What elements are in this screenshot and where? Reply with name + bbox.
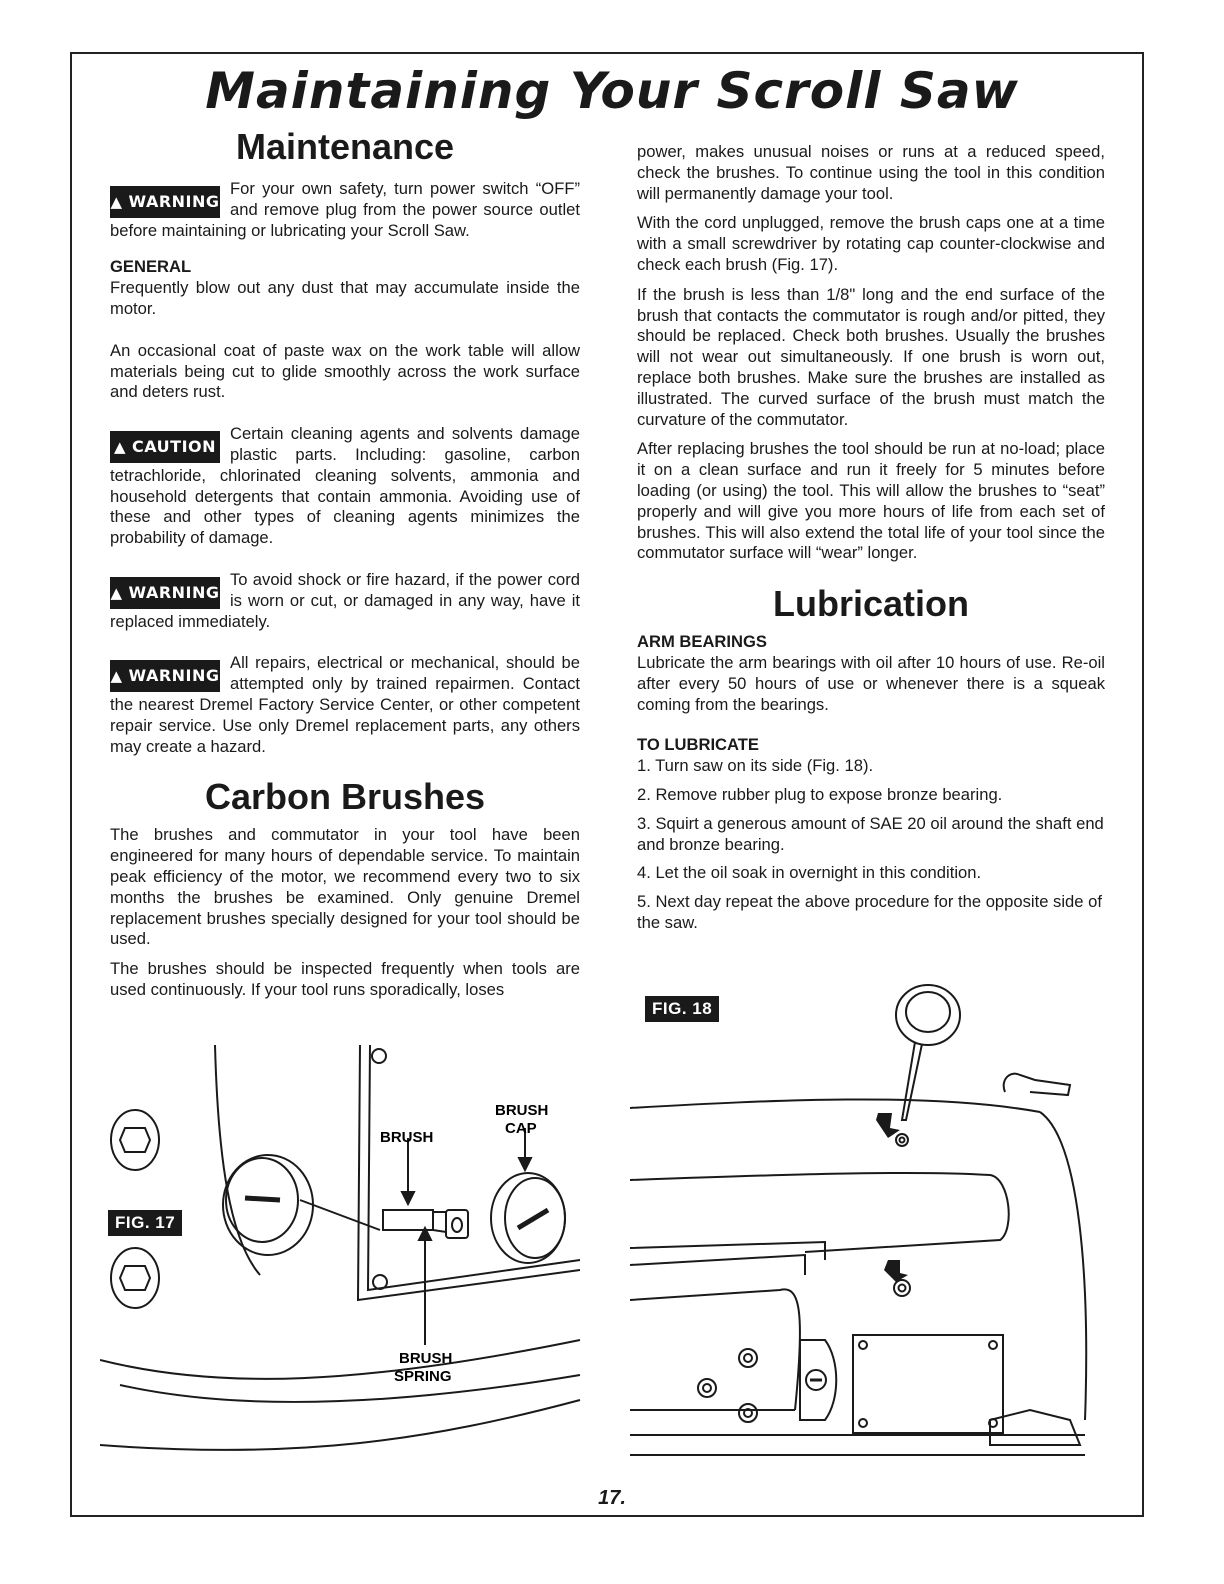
left-column [110,125,580,1001]
fig17-brush-label: BRUSH [380,1129,434,1146]
warning-badge: ▲ WARNING [110,186,220,218]
warning-text: To avoid shock or fire hazard, if the power cord is worn or cut, or damaged in any way, have it replaced immediately. [110,569,580,631]
list-item: 5. Next day repeat the above procedure for the opposite side of the saw. [637,892,1102,932]
list-item: 1. Turn saw on its side (Fig. 18). [637,756,874,776]
warning-badge: ▲ WARNING [110,577,220,609]
list-item: 4. Let the oil soak in overnight in this condition. [637,863,982,883]
warning-text: All repairs, electrical or mechanical, should be attempted only by trained repairmen. Contact the nearest Dremel Factory Service Center, or other competent repair service. Use only Dremel replacement parts, any others may create a hazard. [110,653,580,756]
to-lubricate-heading: TO LUBRICATE [637,735,759,755]
caution-badge: ▲ CAUTION [110,431,220,463]
arm-bearings-heading: ARM BEARINGS [637,632,767,652]
brushes-paragraph: power, makes unusual noises or runs at a reduced speed, check the brushes. To continue using the tool in this condition will permanently damage your tool. [637,142,1105,203]
brushes-paragraph: The brushes and commutator in your tool have been engineered for many hours of dependable service. To maintain peak efficiency of the motor, we recommend every two to six months the brushes be examined. Only genuine Dremel replacement brushes specially designed for your tool should be used. [110,825,580,949]
warning-notice-repairs [110,653,580,757]
general-heading: GENERAL [110,257,192,277]
maintenance-heading: Maintenance [235,126,455,167]
fig18-illustration [630,980,1090,1470]
carbon-brushes-heading: Carbon Brushes [204,776,486,818]
lubrication-heading: Lubrication [773,583,969,625]
fig17-label: FIG. 17 [108,1210,182,1236]
brushes-paragraph: If the brush is less than 1/8" long and the end surface of the brush that contacts the commutator is rough and/or pitted, they should be replaced. Check both brushes. Usually the brushes will not wear out simultaneously. If one brush is worn out, replace both brushes. Make sure the brushes are installed as illustrated. The curved surface of the brush must match the curvature of the commutator. [637,284,1105,429]
warning-triangle-icon: ▲ [113,437,127,456]
brushes-paragraph: After replacing brushes the tool should be run at no-load; place it on a clean surface and run it freely for 5 minutes before loading (or using) the tool. This will allow the brushes to “seat” properly and will give you more hours of life from each set of brushes. This will also extend the total life of your tool since the commutator surface will “wear” longer. [637,439,1105,563]
caution-text: Certain cleaning agents and solvents damage plastic parts. Including: gasoline, carbon tetrachloride, chlorinated cleaning solvents, ammonia and household detergents that contain ammonia. Avoiding use of these and other types of cleaning agents minimizes the probability of damage. [110,424,580,548]
warning-text: For your own safety, turn power switch “OFF” and remove plug from the power source outlet before maintaining or lubricating your Scroll Saw. [110,179,580,240]
right-column [637,142,1105,942]
caution-notice [110,424,580,549]
fig17-illustration [100,1040,590,1485]
page-title: Maintaining Your Scroll Saw [205,62,1019,120]
brushes-paragraph: The brushes should be inspected frequently when tools are used continuously. If your tool runs sporadically, loses [110,959,580,999]
warning-triangle-icon: ▲ [110,666,123,685]
warning-notice-cord [110,570,580,632]
fig17-brush-cap-label: CAP [505,1120,537,1137]
fig17-brush-spring-label: BRUSH [399,1350,453,1367]
warning-badge: ▲ WARNING [110,660,220,692]
general-paragraph: An occasional coat of paste wax on the work table will allow materials being cut to glide smoothly across the work surface and deters rust. [110,340,580,402]
general-paragraph: Frequently blow out any dust that may accumulate inside the motor. [110,278,580,318]
arm-bearings-text: Lubricate the arm bearings with oil after 10 hours of use. Re-oil after every 50 hours of use or whenever there is a squeak coming from the bearings. [637,652,1105,714]
list-item: 3. Squirt a generous amount of SAE 20 oil around the shaft end and bronze bearing. [637,813,1104,854]
fig18-label: FIG. 18 [645,996,719,1022]
page-number: 17. [598,1487,626,1509]
warning-notice-safety [110,179,580,241]
lubrication-steps [637,756,1105,934]
fig17-brush-spring-label: SPRING [394,1368,452,1385]
list-item: 2. Remove rubber plug to expose bronze bearing. [637,784,1003,804]
fig17-brush-cap-label: BRUSH [495,1102,549,1119]
warning-triangle-icon: ▲ [110,192,123,211]
brushes-paragraph: With the cord unplugged, remove the brush caps one at a time with a small screwdriver by rotating cap counter-clockwise and check each brush (Fig. 17). [637,213,1105,274]
warning-triangle-icon: ▲ [110,583,123,602]
